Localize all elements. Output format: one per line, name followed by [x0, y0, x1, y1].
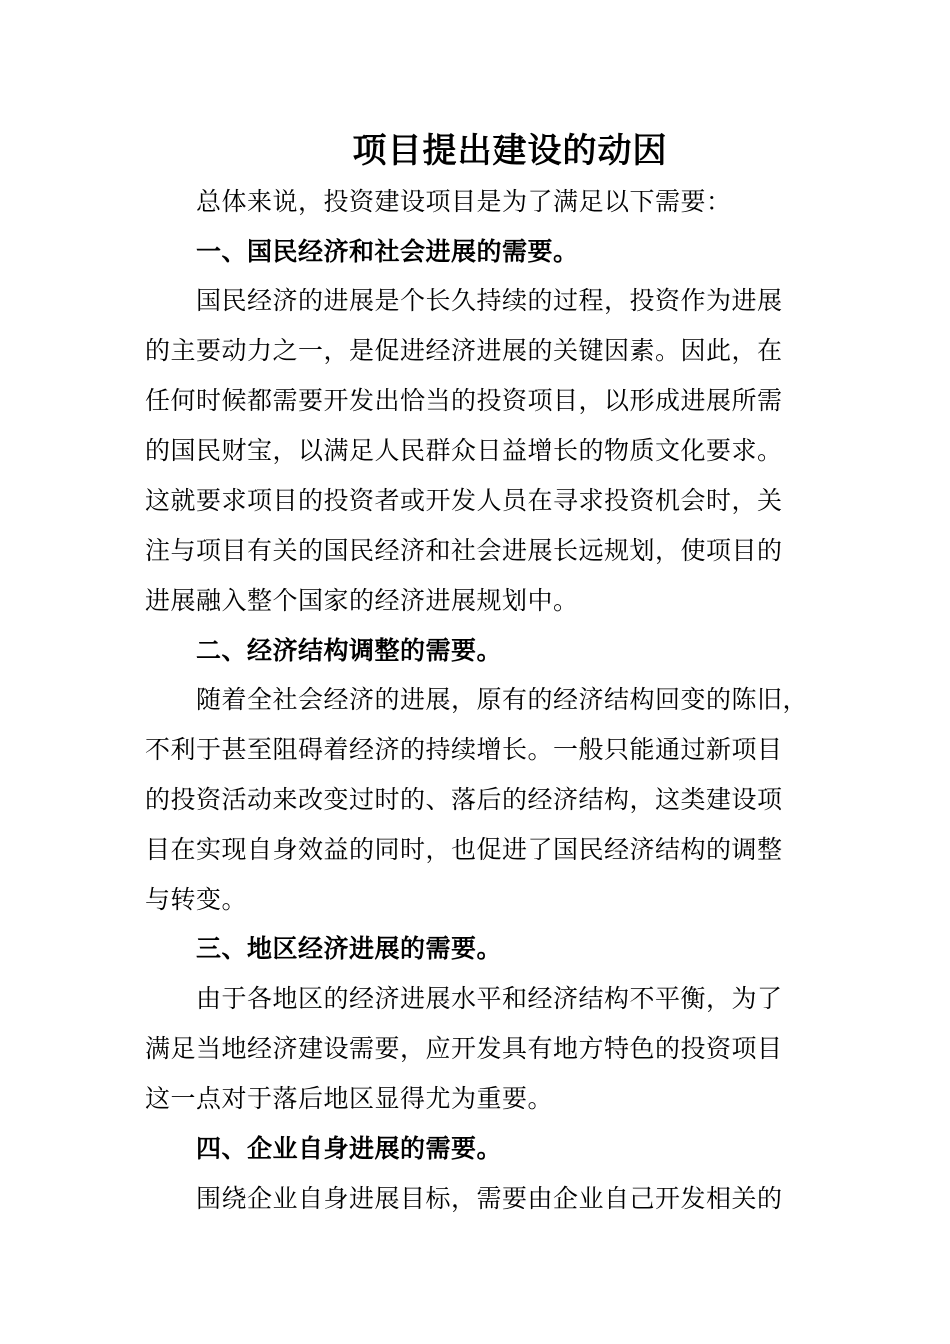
section-2-line: 随着全社会经济的进展，原有的经济结构回变的陈旧， — [196, 685, 809, 714]
section-2-line: 目在实现自身效益的同时，也促进了国民经济结构的调整 — [145, 835, 783, 864]
section-1-line: 这就要求项目的投资者或开发人员在寻求投资机会时，关 — [145, 486, 783, 515]
section-2-heading: 二、经济结构调整的需要。 — [196, 636, 503, 665]
section-1-line: 的国民财宝，以满足人民群众日益增长的物质文化要求。 — [145, 436, 783, 465]
section-2-line: 与转变。 — [145, 885, 248, 914]
section-1-line: 任何时候都需要开发出恰当的投资项目，以形成进展所需 — [145, 386, 783, 415]
document-title: 项目提出建设的动因 — [352, 131, 668, 171]
section-1-line: 的主要动力之一，是促进经济进展的关键因素。因此，在 — [145, 336, 783, 365]
section-1-heading: 一、国民经济和社会进展的需要。 — [196, 237, 579, 266]
intro-paragraph: 总体来说，投资建设项目是为了满足以下需要： — [196, 187, 732, 216]
section-3-heading: 三、地区经济进展的需要。 — [196, 934, 503, 963]
section-3-line: 这一点对于落后地区显得尤为重要。 — [145, 1084, 554, 1113]
section-1-line: 进展融入整个国家的经济进展规划中。 — [145, 586, 579, 615]
section-1-line: 国民经济的进展是个长久持续的过程，投资作为进展 — [196, 286, 783, 315]
section-1-line: 注与项目有关的国民经济和社会进展长远规划，使项目的 — [145, 536, 783, 565]
section-3-line: 满足当地经济建设需要，应开发具有地方特色的投资项目 — [145, 1034, 783, 1063]
section-2-line: 不利于甚至阻碍着经济的持续增长。一般只能通过新项目 — [145, 735, 783, 764]
section-4-heading: 四、企业自身进展的需要。 — [196, 1134, 503, 1163]
section-2-line: 的投资活动来改变过时的、落后的经济结构，这类建设项 — [145, 785, 783, 814]
section-4-line: 围绕企业自身进展目标，需要由企业自己开发相关的 — [196, 1184, 783, 1213]
section-3-line: 由于各地区的经济进展水平和经济结构不平衡，为了 — [196, 984, 783, 1013]
